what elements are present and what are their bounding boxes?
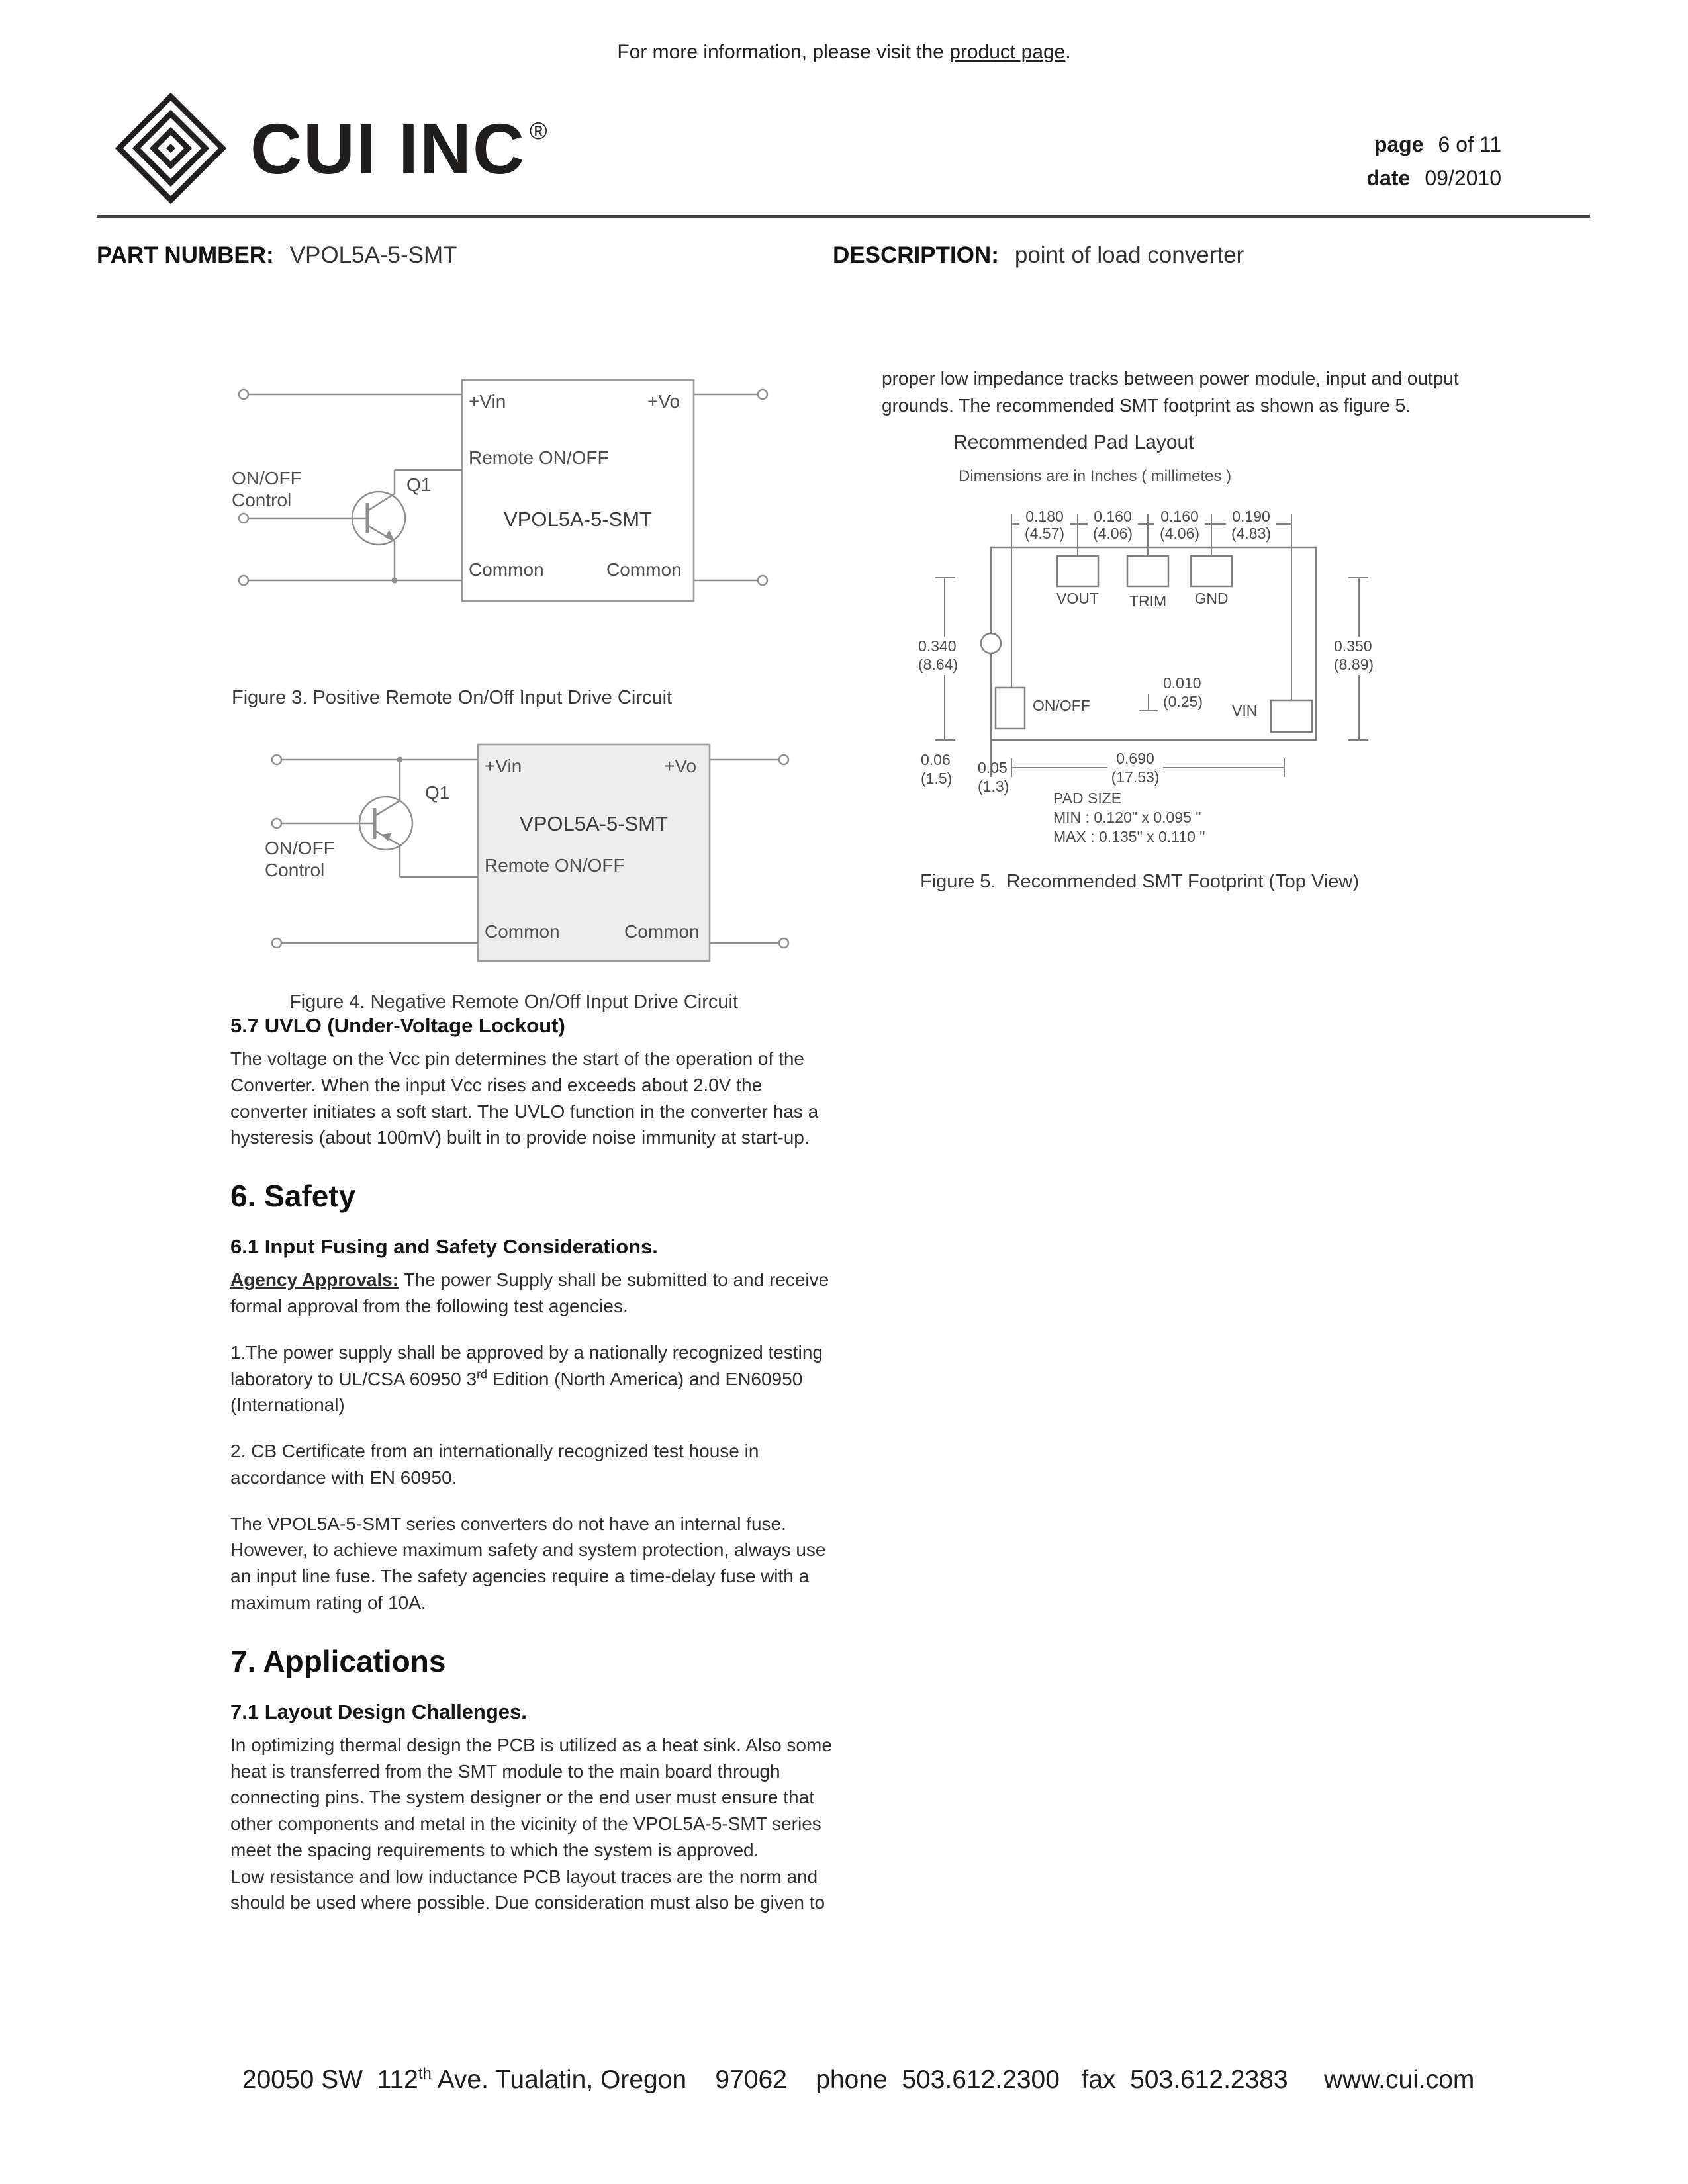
product-page-link[interactable]: product page [949,41,1066,63]
top-note [0,41,1688,64]
fig4-common-left-label: Common [485,921,560,942]
pad-trim-label: TRIM [1129,592,1167,610]
cui-logo-mark [114,91,228,205]
footer-address [0,2036,1688,2124]
dim-0180: 0.180 [1025,508,1064,525]
section-5-7-body: The voltage on the Vcc pin determines the start of the operation of the Converter. When the input Vcc rises and exceeds about 2.0V the converter initiates a soft start. The UVLO function in the converter has a hysteresis (about 100mV) built in to provide noise immunity at start-up. [230,1048,819,1148]
dim-0690: 0.690 [1116,750,1154,767]
logo-wordmark [250,107,549,190]
fig3-onoff-label-1: ON/OFF [232,468,302,488]
dim-0340: 0.340 [918,637,957,655]
dim-0190-mm: (4.83) [1231,525,1272,542]
pad-layout-title: Recommended Pad Layout [953,432,1194,453]
dim-006: 0.06 [921,751,951,768]
footer-ordinal: th [418,2065,432,2083]
safety-item-1 [230,1340,836,1418]
footer-text-a: 20050 SW 112 [242,2066,418,2094]
description-label: DESCRIPTION: [833,242,999,268]
part-number [97,242,457,269]
dim-0160b-mm: (4.06) [1159,525,1200,542]
page-label: page [1374,132,1424,156]
dim-005-mm: (1.3) [978,778,1009,795]
fig4-vin-label: +Vin [485,756,522,776]
right-intro-paragraph: proper low impedance tracks between power module, input and output grounds. The recommended SMT footprint as shown as figure 5. [882,368,1459,416]
dim-0350-mm: (8.89) [1334,656,1374,673]
fig3-q1-label: Q1 [406,475,432,495]
junction-dot [392,578,398,584]
agency-approvals-text: The power Supply shall be submitted to and receive formal approval from the following test agencies. [230,1269,829,1317]
safety-item-1-text-a: 1.The power supply shall be approved by a nationally recognized testing laboratory to UL/CSA 60950 3 [230,1342,823,1389]
date-label: date [1366,166,1411,190]
header-divider [97,215,1590,218]
pad-size-title: PAD SIZE [1053,790,1122,807]
fig3-common-left-label: Common [469,559,544,580]
dim-006-mm: (1.5) [921,770,953,787]
section-6-1-heading: 6.1 Input Fusing and Safety Considerations. [230,1235,658,1259]
description-value: point of load converter [1014,242,1244,268]
dim-0010-mm: (0.25) [1163,693,1203,710]
logo-text: CUI INC [250,108,526,189]
page-value: 6 of 11 [1438,132,1501,156]
figure4-caption: Figure 4. Negative Remote On/Off Input Drive Circuit [289,991,739,1013]
layout-design-text-2: Low resistance and low inductance PCB layout traces are the norm and should be used where possible. Due consideration must also be given to [230,1866,825,1913]
safety-item-2: 2. CB Certificate from an internationally recognized test house in accordance with EN 60950. [230,1441,759,1488]
agency-approvals-paragraph [230,1267,836,1320]
dim-0180-mm: (4.57) [1024,525,1065,542]
dim-0690-mm: (17.53) [1111,768,1160,786]
fig4-common-right-label: Common [624,921,700,942]
agency-approvals-label: Agency Approvals: [230,1269,399,1291]
dim-005: 0.05 [978,759,1008,776]
fig3-vin-label: +Vin [469,391,506,412]
date-row [1367,166,1501,191]
date-value: 09/2010 [1425,166,1501,190]
section-5-7-heading: 5.7 UVLO (Under-Voltage Lockout) [230,1014,565,1037]
fig4-q1-label: Q1 [425,782,450,803]
figure4 [265,738,794,976]
fig4-onoff-label-1: ON/OFF [265,838,335,858]
fig3-onoff-label-2: Control [232,490,292,510]
pad-vout-label: VOUT [1056,590,1099,607]
figure3-circuit-diagram [232,371,774,619]
figure5 [917,498,1387,855]
fig3-vo-label: +Vo [647,391,680,412]
cui-logo [114,91,549,205]
pad-vin-label: VIN [1232,702,1258,719]
pad-size-max: MAX : 0.135" x 0.110 " [1053,828,1205,845]
fig4-remote-label: Remote ON/OFF [485,855,625,876]
fig4-model-label: VPOL5A-5-SMT [520,812,668,835]
ordinal-superscript: rd [477,1367,488,1381]
dim-0010: 0.010 [1163,674,1201,692]
dim-0160a: 0.160 [1094,508,1132,525]
dim-0160a-mm: (4.06) [1092,525,1133,542]
figure3-caption: Figure 3. Positive Remote On/Off Input Drive Circuit [232,687,673,708]
transistor-icon [352,492,405,545]
top-note-text: For more information, please visit the [617,41,950,63]
footer-text-b: Ave. Tualatin, Oregon 97062 phone 503.612.2300 fax 503.612.2383 www.cui.com [431,2066,1475,2094]
figure4-circuit-diagram [265,738,794,976]
pad-size-min: MIN : 0.120" x 0.095 " [1053,809,1201,826]
dim-0340-mm: (8.64) [918,656,959,673]
pad-onoff-label: ON/OFF [1033,697,1090,714]
top-note-period: . [1065,41,1071,63]
page-meta [1367,132,1501,200]
page-number-row [1367,132,1501,157]
pad-layout-units: Dimensions are in Inches ( millimetes ) [959,467,1232,485]
figure5-caption: Figure 5. Recommended SMT Footprint (Top View) [920,871,1359,892]
fig3-remote-label: Remote ON/OFF [469,447,609,468]
layout-design-text-1: In optimizing thermal design the PCB is utilized as a heat sink. Also some heat is transferred from the SMT module to the main board through connecting pins. The system designer or the end user must ensure that other components and metal in the vicinity of the VPOL5A-5-SMT series meet the spacing requirements to which the system is approved. [230,1734,832,1860]
fig3-model-label: VPOL5A-5-SMT [504,508,652,531]
transistor-icon [359,797,412,850]
description [833,242,1244,269]
fig3-common-right-label: Common [606,559,682,580]
dim-0350: 0.350 [1334,637,1372,655]
fig4-vo-label: +Vo [664,756,697,776]
safety-item-1-text-b: Edition (North America) and EN60950 (International) [230,1368,803,1416]
section-7-1-heading: 7.1 Layout Design Challenges. [230,1700,527,1723]
left-column [230,1011,836,1936]
pad-gnd-label: GND [1194,590,1229,607]
figure3 [232,371,774,619]
fig4-onoff-label-2: Control [265,860,325,880]
safety-fuse-paragraph: The VPOL5A-5-SMT series converters do not have an internal fuse. However, to achieve maximum safety and system protection, always use an input line fuse. The safety agencies require a time-delay fuse with a maximum rating of 10A. [230,1513,826,1613]
part-number-value: VPOL5A-5-SMT [289,242,457,268]
dim-0160b: 0.160 [1160,508,1199,525]
section-7-heading: 7. Applications [230,1643,446,1678]
section-6-heading: 6. Safety [230,1179,356,1214]
part-number-label: PART NUMBER: [97,242,274,268]
layout-design-paragraph [230,1732,836,1916]
registered-mark: ® [530,116,549,144]
pad-layout-diagram [917,498,1387,855]
junction-dot [397,757,403,763]
dim-0190: 0.190 [1232,508,1270,525]
